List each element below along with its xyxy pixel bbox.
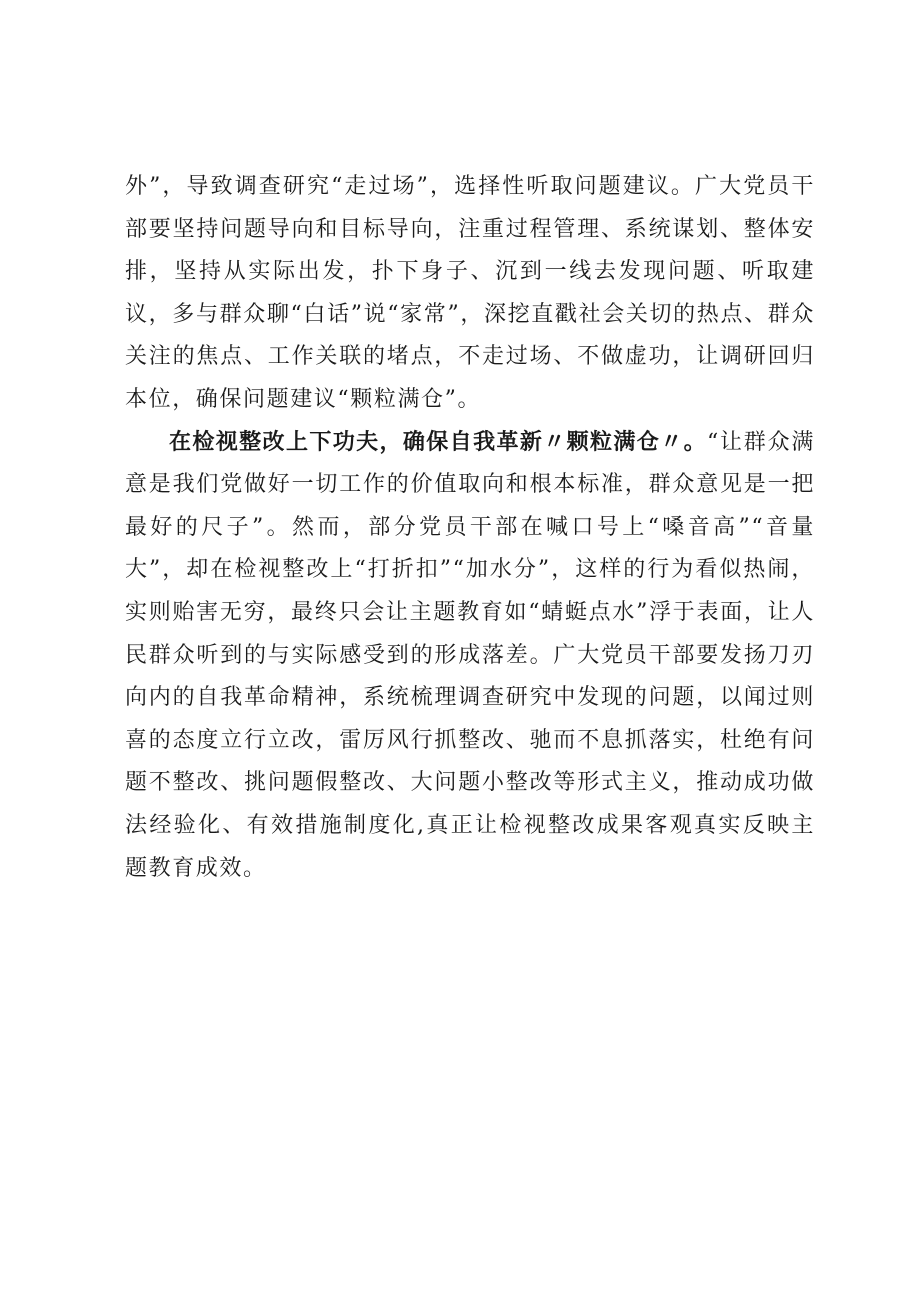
paragraph-continued [125,166,815,422]
paragraph-2-lead-heading: 在检视整改上下功夫，确保自我革新〃颗粒满仓〃。 [169,429,707,455]
paragraph-2-text: “让群众满意是我们党做好一切工作的价值取向和根本标准，群众意见是一把最好的尺子”。然而，部分党员干部在喊口号上“嗓音高”“音量大”，却在检视整改上“打折扣”“加水分”，这样的行为看似热闹，实则贻害无穷，最终只会让主题教育如“蜻蜓点水”浮于表面，让人民群众听到的与实际感受到的形成落差。广大党员干部要发扬刀刃向内的自我革命精神，系统梳理调查研究中发现的问题，以闻过则喜的态度立行立改，雷厉风行抓整改、驰而不息抓落实，杜绝有问题不整改、挑问题假整改、大问题小整改等形式主义，推动成功做法经验化、有效措施制度化,真正让检视整改成果客观真实反映主题教育成效。 [125,429,815,881]
paragraph-1-text: 外”，导致调查研究“走过场”，选择性听取问题建议。广大党员干部要坚持问题导向和目标导向，注重过程管理、系统谋划、整体安排，坚持从实际出发，扑下身子、沉到一线去发现问题、听取建议，多与群众聊“白话”说“家常”，深挖直戳社会关切的热点、群众关注的焦点、工作关联的堵点，不走过场、不做虚功，让调研回归本位，确保问题建议“颗粒满仓”。 [125,174,815,412]
paragraph-inspection-rectification [125,422,815,891]
document-body [125,166,815,890]
